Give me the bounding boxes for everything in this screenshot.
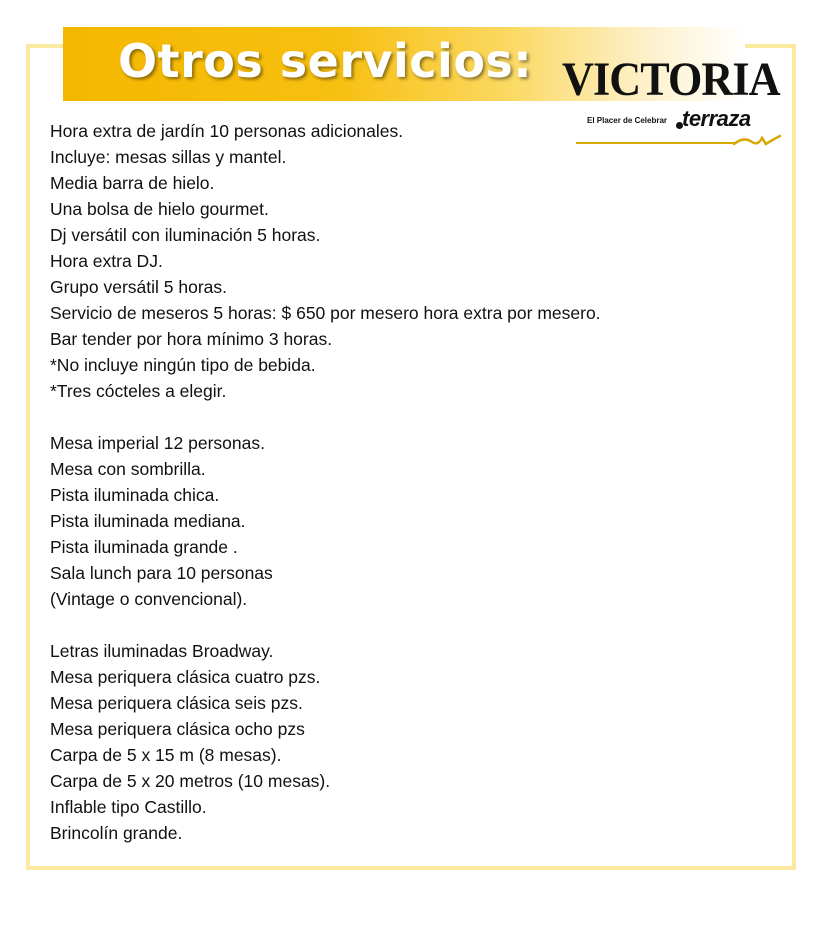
list-item: Hora extra de jardín 10 personas adicionales. xyxy=(50,121,404,141)
list-item: *No incluye ningún tipo de bebida. xyxy=(50,355,316,375)
section-furniture xyxy=(50,430,770,612)
list-item: Pista iluminada chica. xyxy=(50,485,220,505)
list-item: Hora extra DJ. xyxy=(50,251,163,271)
list-item: Media barra de hielo. xyxy=(50,173,215,193)
list-item: Sala lunch para 10 personas xyxy=(50,563,273,583)
section-divider xyxy=(50,612,770,638)
list-item: Una bolsa de hielo gourmet. xyxy=(50,199,269,219)
section-divider xyxy=(50,404,770,430)
list-item: Carpa de 5 x 15 m (8 mesas). xyxy=(50,745,282,765)
list-item: Incluye: mesas sillas y mantel. xyxy=(50,147,287,167)
services-list xyxy=(50,118,770,846)
list-item: Grupo versátil 5 horas. xyxy=(50,277,228,297)
logo-tagline: El Placer de Celebrar xyxy=(587,116,668,125)
logo-main-text: VICTORIA xyxy=(562,53,780,106)
list-item: Dj versátil con iluminación 5 horas. xyxy=(50,225,321,245)
list-item: Letras iluminadas Broadway. xyxy=(50,641,274,661)
list-item: Mesa imperial 12 personas. xyxy=(50,433,265,453)
section-extras xyxy=(50,638,770,846)
list-item: Carpa de 5 x 20 metros (10 mesas). xyxy=(50,771,331,791)
section-general-services xyxy=(50,118,770,404)
list-item: Mesa periquera clásica cuatro pzs. xyxy=(50,667,321,687)
list-item: Inflable tipo Castillo. xyxy=(50,797,207,817)
list-item: Mesa periquera clásica ocho pzs xyxy=(50,719,305,739)
list-item: Servicio de meseros 5 horas: $ 650 por mesero hora extra por mesero. xyxy=(50,303,601,323)
list-item: Pista iluminada grande . xyxy=(50,537,238,557)
list-item: Brincolín grande. xyxy=(50,823,183,843)
list-item: Mesa con sombrilla. xyxy=(50,459,206,479)
logo-secondary-text: terraza xyxy=(682,106,751,131)
list-item: Pista iluminada mediana. xyxy=(50,511,246,531)
list-item: Bar tender por hora mínimo 3 horas. xyxy=(50,329,333,349)
list-item: Mesa periquera clásica seis pzs. xyxy=(50,693,303,713)
list-item: *Tres cócteles a elegir. xyxy=(50,381,227,401)
page-title: Otros servicios: xyxy=(118,34,533,88)
list-item: (Vintage o convencional). xyxy=(50,589,248,609)
